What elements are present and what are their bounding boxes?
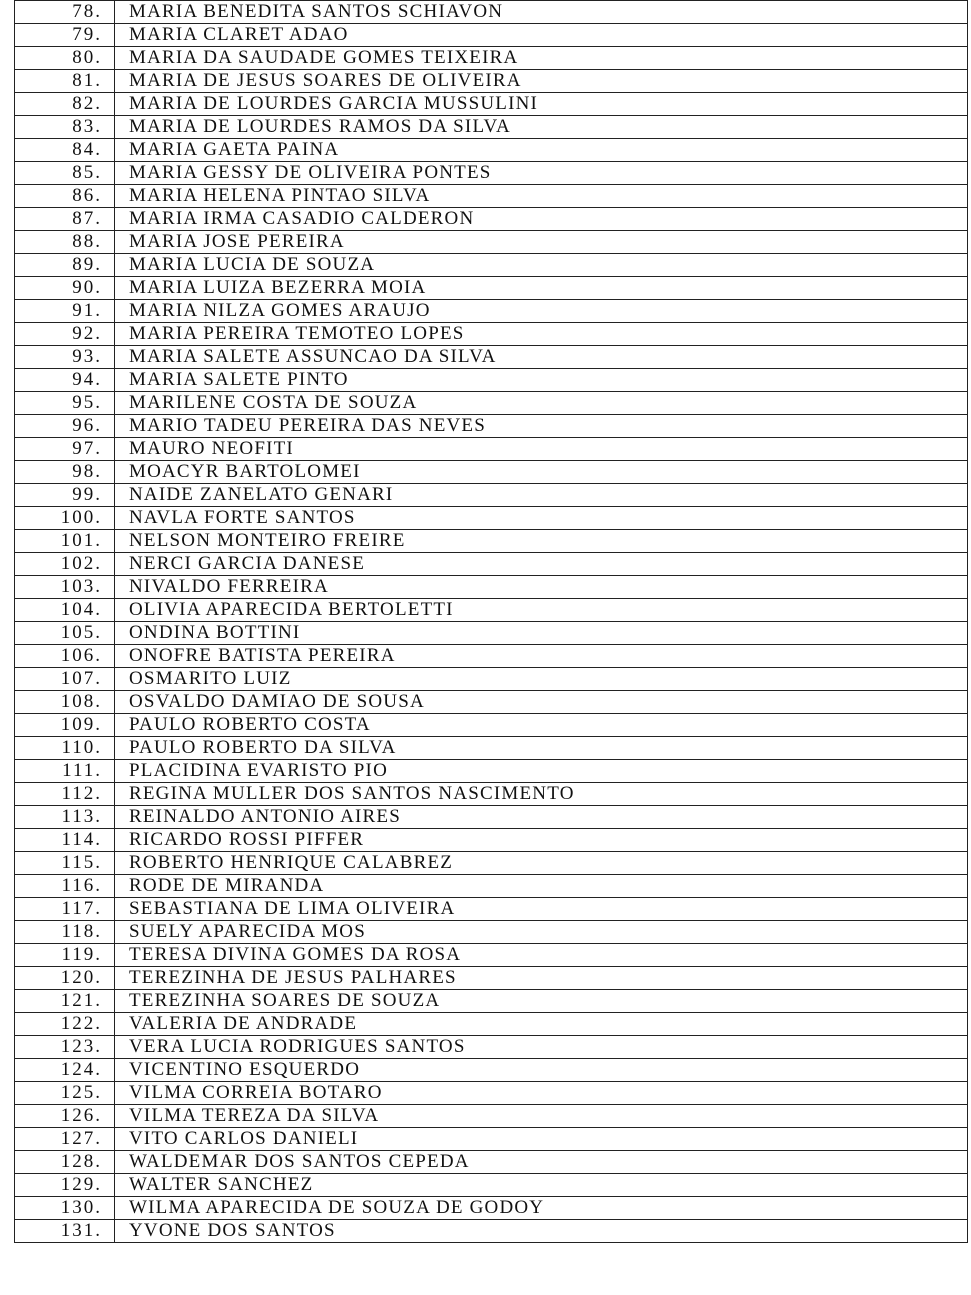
person-name: MARIA DA SAUDADE GOMES TEIXEIRA (115, 47, 968, 70)
row-number: 79. (15, 24, 115, 47)
person-name: MAURO NEOFITI (115, 438, 968, 461)
table-row (15, 70, 968, 93)
person-name: MARILENE COSTA DE SOUZA (115, 392, 968, 415)
row-number: 81. (15, 70, 115, 93)
person-name: TEREZINHA DE JESUS PALHARES (115, 967, 968, 990)
table-row (15, 162, 968, 185)
row-number: 123. (15, 1036, 115, 1059)
person-name: MARIA CLARET ADAO (115, 24, 968, 47)
person-name: REINALDO ANTONIO AIRES (115, 806, 968, 829)
table-row (15, 507, 968, 530)
person-name: MARIA NILZA GOMES ARAUJO (115, 300, 968, 323)
row-number: 106. (15, 645, 115, 668)
row-number: 87. (15, 208, 115, 231)
person-name: MARIA SALETE ASSUNCAO DA SILVA (115, 346, 968, 369)
person-name: ROBERTO HENRIQUE CALABREZ (115, 852, 968, 875)
table-row (15, 875, 968, 898)
person-name: MARIA BENEDITA SANTOS SCHIAVON (115, 1, 968, 24)
row-number: 124. (15, 1059, 115, 1082)
row-number: 85. (15, 162, 115, 185)
table-row (15, 277, 968, 300)
row-number: 89. (15, 254, 115, 277)
row-number: 92. (15, 323, 115, 346)
row-number: 99. (15, 484, 115, 507)
row-number: 120. (15, 967, 115, 990)
table-row (15, 323, 968, 346)
row-number: 126. (15, 1105, 115, 1128)
row-number: 107. (15, 668, 115, 691)
person-name: VALERIA DE ANDRADE (115, 1013, 968, 1036)
row-number: 102. (15, 553, 115, 576)
table-row (15, 1082, 968, 1105)
row-number: 93. (15, 346, 115, 369)
person-name: MARIA LUIZA BEZERRA MOIA (115, 277, 968, 300)
row-number: 100. (15, 507, 115, 530)
table-row (15, 47, 968, 70)
row-number: 111. (15, 760, 115, 783)
person-name: TERESA DIVINA GOMES DA ROSA (115, 944, 968, 967)
table-row (15, 576, 968, 599)
table-row (15, 254, 968, 277)
row-number: 96. (15, 415, 115, 438)
table-row (15, 438, 968, 461)
table-row (15, 461, 968, 484)
row-number: 98. (15, 461, 115, 484)
row-number: 122. (15, 1013, 115, 1036)
table-row (15, 668, 968, 691)
person-name: MARIA LUCIA DE SOUZA (115, 254, 968, 277)
person-name: VILMA TEREZA DA SILVA (115, 1105, 968, 1128)
person-name: VERA LUCIA RODRIGUES SANTOS (115, 1036, 968, 1059)
person-name: NERCI GARCIA DANESE (115, 553, 968, 576)
row-number: 110. (15, 737, 115, 760)
person-name: NIVALDO FERREIRA (115, 576, 968, 599)
row-number: 83. (15, 116, 115, 139)
person-name: WALTER SANCHEZ (115, 1174, 968, 1197)
row-number: 90. (15, 277, 115, 300)
table-row (15, 116, 968, 139)
person-name: VILMA CORREIA BOTARO (115, 1082, 968, 1105)
row-number: 130. (15, 1197, 115, 1220)
table-row (15, 1, 968, 24)
table-row (15, 1151, 968, 1174)
table-row (15, 714, 968, 737)
table-row (15, 208, 968, 231)
table-row (15, 691, 968, 714)
table-row (15, 1174, 968, 1197)
person-name: OLIVIA APARECIDA BERTOLETTI (115, 599, 968, 622)
row-number: 97. (15, 438, 115, 461)
row-number: 82. (15, 93, 115, 116)
table-row (15, 967, 968, 990)
person-name: MARIA IRMA CASADIO CALDERON (115, 208, 968, 231)
row-number: 104. (15, 599, 115, 622)
person-name: RICARDO ROSSI PIFFER (115, 829, 968, 852)
person-name: RODE DE MIRANDA (115, 875, 968, 898)
person-name: VITO CARLOS DANIELI (115, 1128, 968, 1151)
table-row (15, 921, 968, 944)
table-row (15, 599, 968, 622)
row-number: 105. (15, 622, 115, 645)
table-row (15, 93, 968, 116)
row-number: 86. (15, 185, 115, 208)
table-row (15, 737, 968, 760)
row-number: 78. (15, 1, 115, 24)
row-number: 115. (15, 852, 115, 875)
person-name: MARIA JOSE PEREIRA (115, 231, 968, 254)
table-row (15, 898, 968, 921)
table-row (15, 990, 968, 1013)
person-name: MARIA DE LOURDES GARCIA MUSSULINI (115, 93, 968, 116)
row-number: 103. (15, 576, 115, 599)
row-number: 121. (15, 990, 115, 1013)
table-row (15, 1197, 968, 1220)
table-row (15, 760, 968, 783)
row-number: 131. (15, 1220, 115, 1243)
person-name: WILMA APARECIDA DE SOUZA DE GODOY (115, 1197, 968, 1220)
table-row (15, 944, 968, 967)
person-name: MOACYR BARTOLOMEI (115, 461, 968, 484)
table-row (15, 829, 968, 852)
table-row (15, 392, 968, 415)
names-table (14, 0, 968, 1243)
person-name: WALDEMAR DOS SANTOS CEPEDA (115, 1151, 968, 1174)
person-name: NAIDE ZANELATO GENARI (115, 484, 968, 507)
table-row (15, 553, 968, 576)
table-row (15, 300, 968, 323)
table-row (15, 783, 968, 806)
table-row (15, 1059, 968, 1082)
table-row (15, 645, 968, 668)
table-row (15, 806, 968, 829)
table-row (15, 1013, 968, 1036)
table-row (15, 530, 968, 553)
person-name: MARIA DE LOURDES RAMOS DA SILVA (115, 116, 968, 139)
table-row (15, 852, 968, 875)
row-number: 80. (15, 47, 115, 70)
person-name: OSMARITO LUIZ (115, 668, 968, 691)
row-number: 108. (15, 691, 115, 714)
person-name: PLACIDINA EVARISTO PIO (115, 760, 968, 783)
table-row (15, 346, 968, 369)
row-number: 112. (15, 783, 115, 806)
row-number: 129. (15, 1174, 115, 1197)
person-name: MARIA GAETA PAINA (115, 139, 968, 162)
person-name: MARIO TADEU PEREIRA DAS NEVES (115, 415, 968, 438)
person-name: PAULO ROBERTO DA SILVA (115, 737, 968, 760)
person-name: OSVALDO DAMIAO DE SOUSA (115, 691, 968, 714)
row-number: 127. (15, 1128, 115, 1151)
table-row (15, 369, 968, 392)
row-number: 88. (15, 231, 115, 254)
person-name: MARIA HELENA PINTAO SILVA (115, 185, 968, 208)
person-name: MARIA SALETE PINTO (115, 369, 968, 392)
person-name: MARIA DE JESUS SOARES DE OLIVEIRA (115, 70, 968, 93)
row-number: 91. (15, 300, 115, 323)
row-number: 119. (15, 944, 115, 967)
table-row (15, 484, 968, 507)
person-name: MARIA GESSY DE OLIVEIRA PONTES (115, 162, 968, 185)
person-name: NELSON MONTEIRO FREIRE (115, 530, 968, 553)
table-row (15, 622, 968, 645)
table-row (15, 24, 968, 47)
person-name: PAULO ROBERTO COSTA (115, 714, 968, 737)
row-number: 116. (15, 875, 115, 898)
row-number: 114. (15, 829, 115, 852)
person-name: REGINA MULLER DOS SANTOS NASCIMENTO (115, 783, 968, 806)
person-name: VICENTINO ESQUERDO (115, 1059, 968, 1082)
person-name: NAVLA FORTE SANTOS (115, 507, 968, 530)
row-number: 125. (15, 1082, 115, 1105)
row-number: 84. (15, 139, 115, 162)
person-name: TEREZINHA SOARES DE SOUZA (115, 990, 968, 1013)
table-row (15, 1036, 968, 1059)
row-number: 113. (15, 806, 115, 829)
row-number: 101. (15, 530, 115, 553)
table-row (15, 139, 968, 162)
table-row (15, 185, 968, 208)
person-name: YVONE DOS SANTOS (115, 1220, 968, 1243)
person-name: SEBASTIANA DE LIMA OLIVEIRA (115, 898, 968, 921)
row-number: 128. (15, 1151, 115, 1174)
table-row (15, 1128, 968, 1151)
table-row (15, 1105, 968, 1128)
person-name: MARIA PEREIRA TEMOTEO LOPES (115, 323, 968, 346)
person-name: SUELY APARECIDA MOS (115, 921, 968, 944)
row-number: 109. (15, 714, 115, 737)
names-table-body (15, 1, 968, 1243)
person-name: ONOFRE BATISTA PEREIRA (115, 645, 968, 668)
row-number: 95. (15, 392, 115, 415)
table-row (15, 1220, 968, 1243)
person-name: ONDINA BOTTINI (115, 622, 968, 645)
table-row (15, 415, 968, 438)
row-number: 94. (15, 369, 115, 392)
row-number: 117. (15, 898, 115, 921)
row-number: 118. (15, 921, 115, 944)
table-row (15, 231, 968, 254)
